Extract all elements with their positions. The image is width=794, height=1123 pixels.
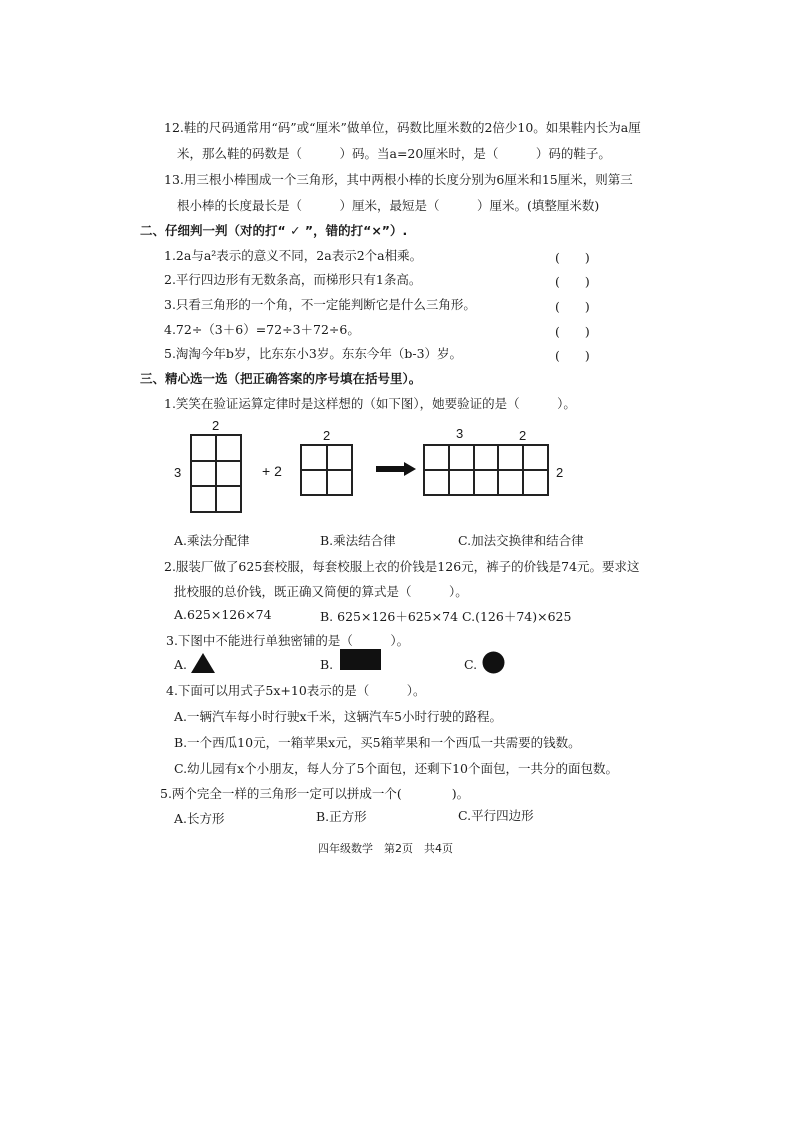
choice-q5-stem: 5.两个完全一样的三角形一定可以拼成一个( )。 [160,786,470,801]
choice-q1-stem: 1.笑笑在验证运算定律时是这样想的（如下图），她要验证的是（ ）。 [164,396,576,411]
q13-line1: 13.用三根小棒围成一个三角形，其中两根小棒的长度分别为6厘米和15厘米，则第三 [164,172,633,187]
triangle-icon [190,652,216,674]
grid-3x2 [190,434,242,513]
judge-answer-2[interactable]: ( ) [555,274,590,289]
q5-option-c[interactable]: C.平行四边形 [458,808,534,823]
q2-option-a[interactable]: A.625×126×74 [174,607,272,622]
q12-line1: 12.鞋的尺码通常用“码”或“厘米”做单位，码数比厘米数的2倍少10。如果鞋内长为a厘 [164,120,641,135]
grid1-top-label: 2 [212,418,220,433]
choice-q4-stem: 4.下面可以用式子5x+10表示的是（ ）。 [166,683,426,698]
grid3-top-label-3: 3 [456,426,464,441]
judge-item-2: 2.平行四边形有无数条高，而梯形只有1条高。 [164,272,422,287]
q13-line2: 根小棒的长度最长是（ ）厘米，最短是（ ）厘米。(填整厘米数) [177,198,600,213]
judge-answer-5[interactable]: ( ) [555,348,590,363]
grid-2x5 [423,444,549,496]
page-footer: 四年级数学 第2页 共4页 [318,842,453,855]
q2-option-b[interactable]: B. 625×126＋625×74 [320,609,459,624]
choice-q2-line1: 2.服装厂做了625套校服，每套校服上衣的价钱是126元，裤子的价钱是74元。要求这 [164,559,640,574]
circle-icon [482,651,505,674]
section2-heading: 二、仔细判一判（对的打“ ✓ ”，错的打“×”）. [140,223,408,238]
q3-option-c-label[interactable]: C. [464,657,478,672]
q3-option-a-label[interactable]: A. [174,657,188,672]
q4-option-b[interactable]: B.一个西瓜10元，一箱苹果x元，买5箱苹果和一个西瓜一共需要的钱数。 [174,735,581,750]
judge-answer-3[interactable]: ( ) [555,299,590,314]
grid-2x2 [300,444,353,496]
judge-answer-4[interactable]: ( ) [555,324,590,339]
q1-option-b[interactable]: B.乘法结合律 [320,533,396,548]
grid2-top-label: 2 [323,428,331,443]
judge-item-1: 1.2a与a²表示的意义不同，2a表示2个a相乘。 [164,248,423,263]
q1-option-c[interactable]: C.加法交换律和结合律 [458,533,584,548]
q2-option-c[interactable]: C.(126＋74)×625 [462,609,572,624]
grid3-right-label: 2 [556,465,564,480]
q5-option-a[interactable]: A.长方形 [174,811,225,826]
judge-item-3: 3.只看三角形的一个角，不一定能判断它是什么三角形。 [164,297,476,312]
q12-line2: 米，那么鞋的码数是（ ）码。当a=20厘米时，是（ ）码的鞋子。 [177,146,611,161]
choice-q3-stem: 3.下图中不能进行单独密铺的是（ ）。 [166,633,410,648]
q5-option-b[interactable]: B.正方形 [316,809,367,824]
section3-heading: 三、精心选一选（把正确答案的序号填在括号里）。 [140,371,422,386]
arrow-right-icon [376,462,416,476]
judge-answer-1[interactable]: ( ) [555,250,590,265]
grid3-top-label-2: 2 [519,428,527,443]
q1-option-a[interactable]: A.乘法分配律 [174,533,250,548]
q3-option-b-label[interactable]: B. [320,657,334,672]
choice-q2-line2: 批校服的总价钱，既正确又简便的算式是（ ）。 [174,584,468,599]
rectangle-icon [340,649,381,670]
judge-item-4: 4.72÷（3＋6）=72÷3＋72÷6。 [164,322,360,337]
judge-item-5: 5.淘淘今年b岁，比东东小3岁。东东今年（b-3）岁。 [164,346,463,361]
grid1-left-label: 3 [174,465,182,480]
q4-option-c[interactable]: C.幼儿园有x个小朋友，每人分了5个面包，还剩下10个面包，一共分的面包数。 [174,761,619,776]
q4-option-a[interactable]: A.一辆汽车每小时行驶x千米，这辆汽车5小时行驶的路程。 [174,709,503,724]
plus-two-label: + 2 [262,463,282,479]
